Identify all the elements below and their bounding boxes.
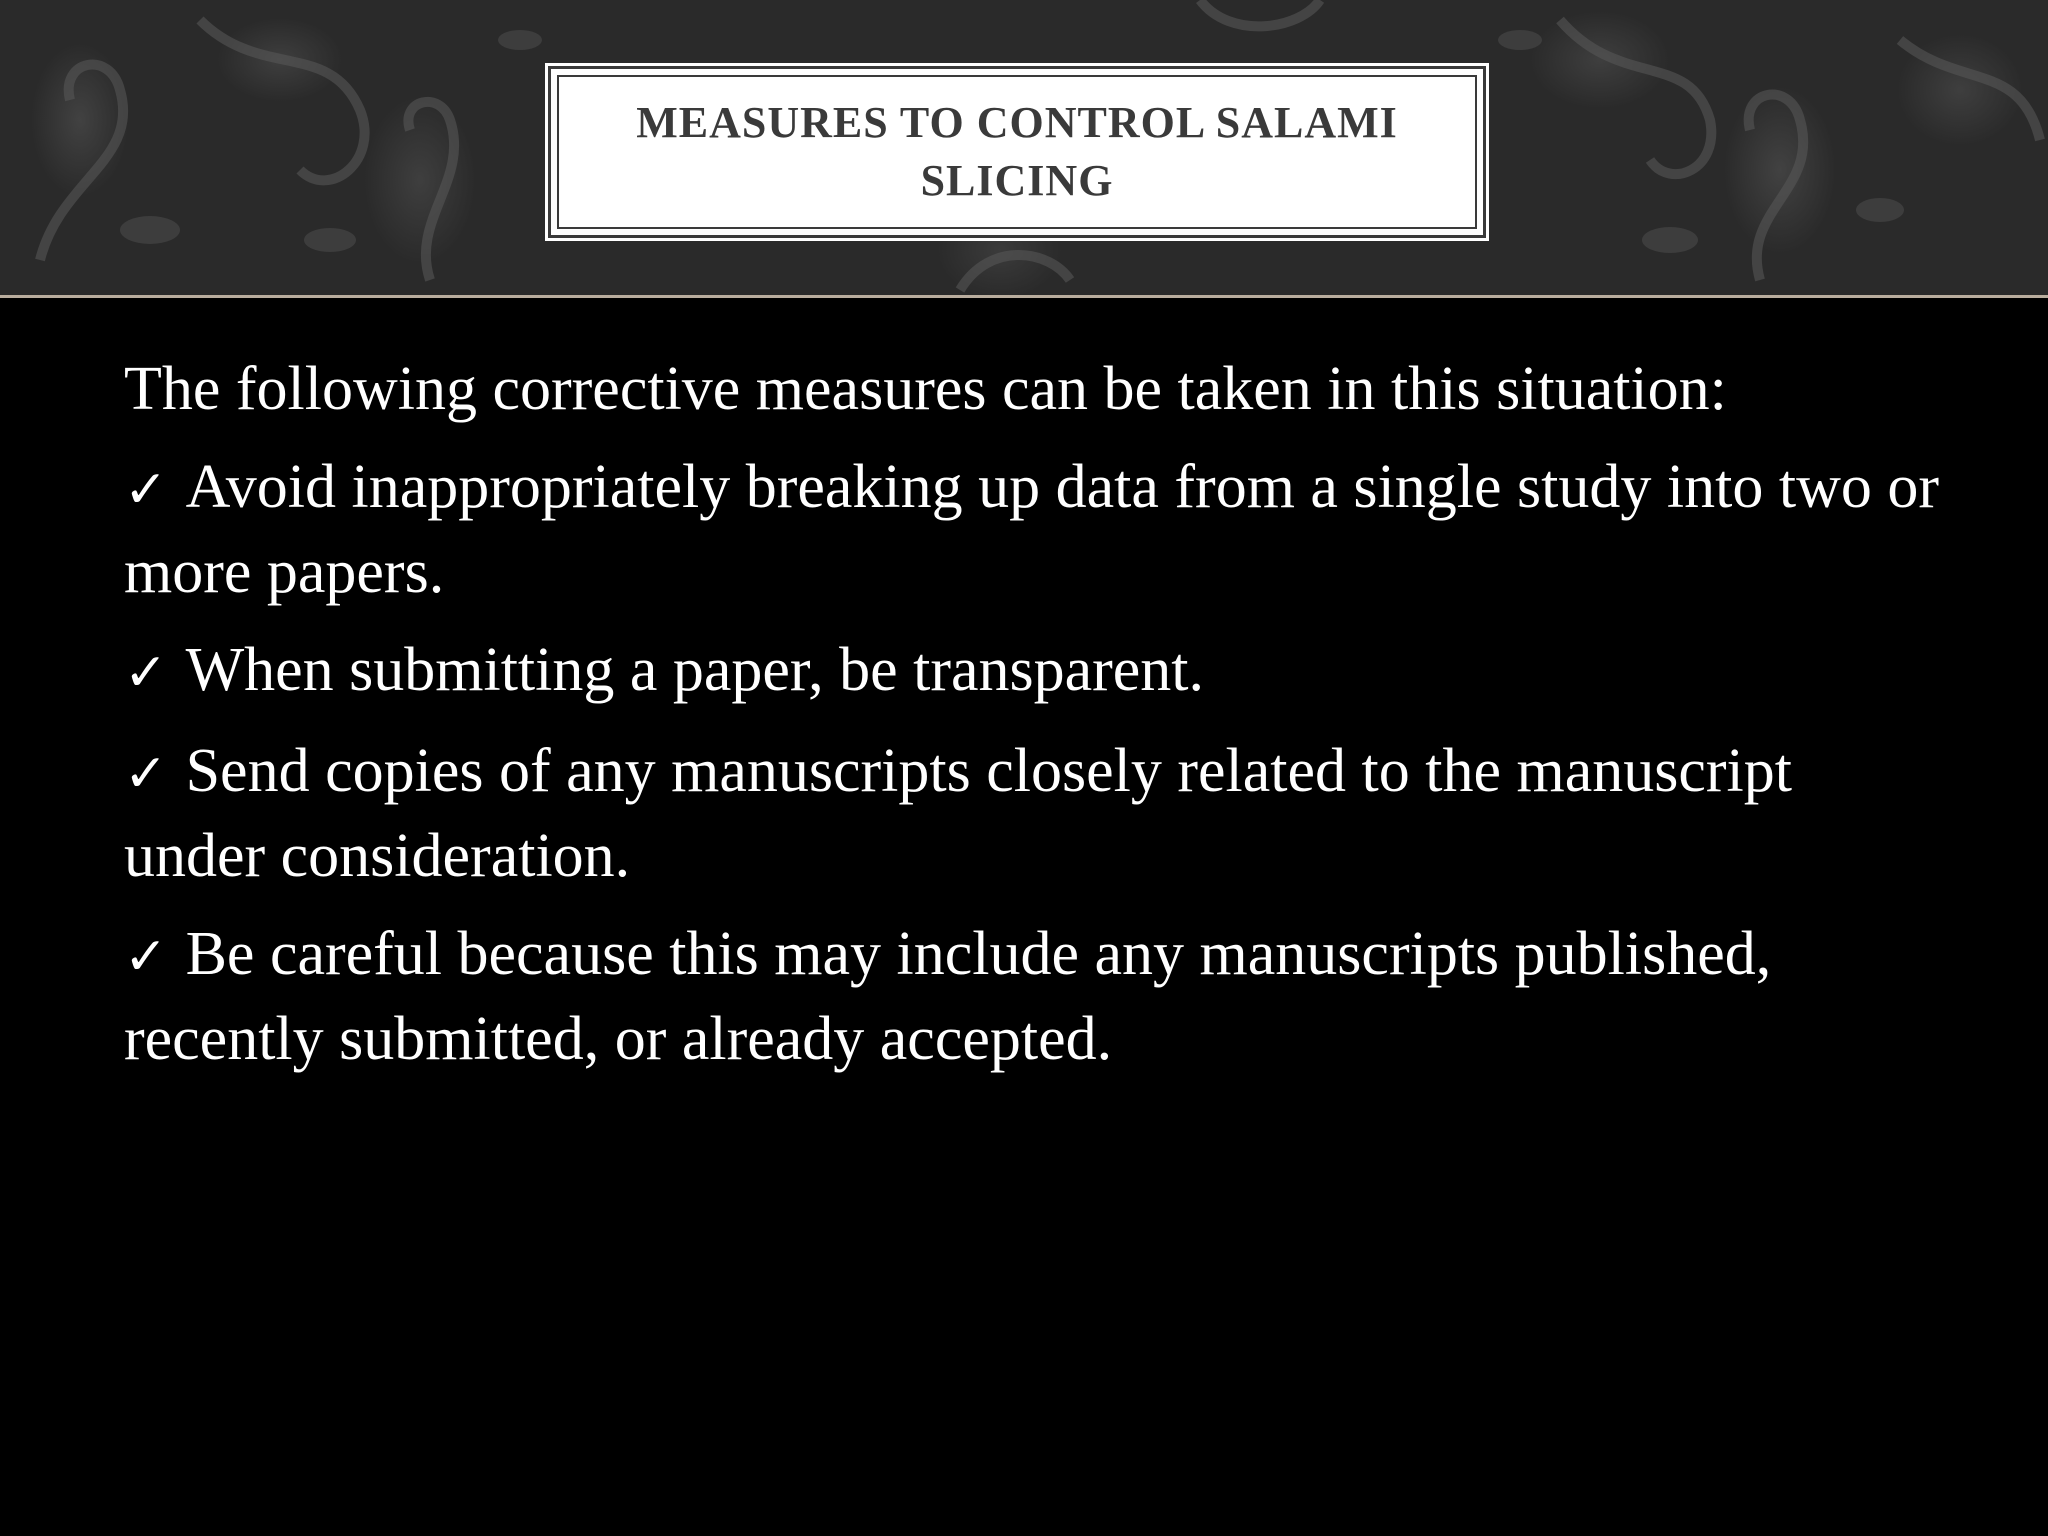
checkmark-icon: ✓	[124, 460, 168, 520]
bullet-item	[124, 730, 1944, 897]
intro-text: The following corrective measures can be taken in this situation:	[124, 355, 1727, 423]
bullet-text: Avoid inappropriately breaking up data from a single study into two or more papers.	[124, 453, 1939, 606]
bullet-text: Send copies of any manuscripts closely related to the manuscript under consideration.	[124, 737, 1792, 890]
title-frame	[548, 66, 1486, 238]
bullet-item	[124, 629, 1944, 714]
title-inner-frame	[557, 75, 1477, 229]
slide-body	[124, 348, 1944, 1096]
bullet-item	[124, 913, 1944, 1080]
header-divider	[0, 295, 2048, 298]
bullet-item	[124, 446, 1944, 613]
checkmark-icon: ✓	[124, 927, 168, 987]
slide-title: MEASURES TO CONTROL SALAMI SLICING	[636, 98, 1398, 205]
bullet-text: When submitting a paper, be transparent.	[185, 636, 1205, 704]
checkmark-icon: ✓	[124, 643, 168, 703]
checkmark-icon: ✓	[124, 744, 168, 804]
bullet-text: Be careful because this may include any manuscripts published, recently submitted, or already accepted.	[124, 920, 1772, 1073]
